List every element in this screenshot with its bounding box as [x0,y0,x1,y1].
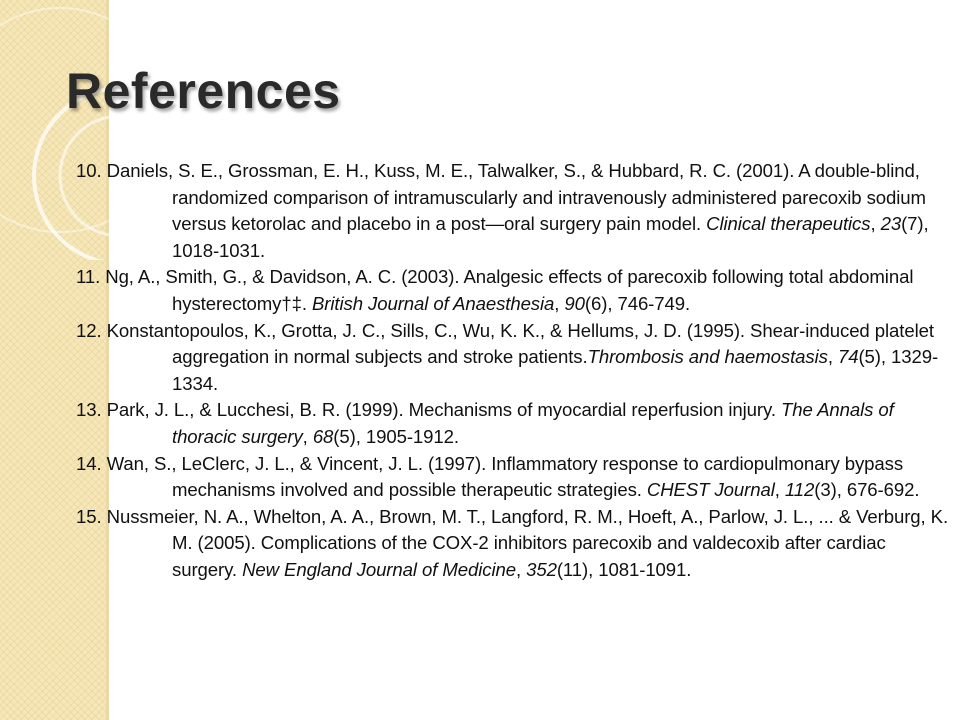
reference-separator: , [774,479,785,501]
reference-text: Wan, S., LeClerc, J. L., & Vincent, J. L. (1997). Inflammatory response to cardiopulmonary bypass mechanisms involved and possible therapeutic strategies. [101,452,904,501]
reference-source: CHEST Journal [646,479,775,501]
reference-source: Thrombosis and haemostasis [587,346,828,368]
reference-volume: 74 [837,346,859,368]
reference-number: 12. [76,319,102,341]
reference-source: The Annals of thoracic surgery [172,399,894,447]
reference-item-10 [76,158,952,264]
reference-pages: (6), 746-749. [584,292,691,314]
reference-number: 13. [76,399,102,421]
reference-item-12 [76,318,952,398]
reference-pages: (5), 1905-1912. [333,425,459,447]
reference-text: Park, J. L., & Lucchesi, B. R. (1999). Mechanisms of myocardial reperfusion injury. [101,399,781,421]
reference-pages: (11), 1081-1091. [556,558,692,580]
reference-volume: 112 [784,479,815,501]
reference-separator: , [302,425,313,447]
reference-volume: 352 [526,558,557,580]
reference-pages: (3), 676-692. [814,479,920,501]
reference-separator: , [554,292,565,314]
reference-separator: , [827,346,838,368]
reference-source: British Journal of Anaesthesia [311,292,555,314]
reference-number: 10. [76,160,102,181]
reference-volume: 68 [312,425,334,447]
reference-item-14 [76,451,952,504]
reference-text: Ng, A., Smith, G., & Davidson, A. C. (2003). Analgesic effects of parecoxib following total abdominal hysterectomy†‡. [100,266,914,314]
reference-number: 14. [76,452,102,474]
reference-pages: (7), 1018-1031. [172,213,929,261]
reference-item-15 [76,504,952,584]
reference-source: New England Journal of Medicine [242,558,516,580]
reference-source: Clinical therapeutics [706,213,871,235]
reference-list [76,158,952,584]
reference-number: 15. [76,505,102,527]
reference-volume: 23 [880,213,902,235]
reference-separator: , [515,558,527,580]
reference-volume: 90 [564,292,585,314]
reference-number: 11. [76,266,101,288]
reference-text: Konstantopoulos, K., Grotta, J. C., Sills, C., Wu, K. K., & Hellums, J. D. (1995). Shear-induced platelet aggregation in normal subjects and stroke patients. [101,319,934,368]
reference-item-11 [76,264,952,317]
reference-separator: , [870,213,881,235]
reference-text: Daniels, S. E., Grossman, E. H., Kuss, M. E., Talwalker, S., & Hubbard, R. C. (2001). A double-blind, randomized comparison of intramuscularly and intravenously administered parecoxib sodium versus ketorolac and placebo in a post—oral surgery pain model. [101,160,926,235]
reference-item-13 [76,397,952,450]
reference-pages: (5), 1329-1334. [172,346,939,394]
slide-title: References [66,63,341,119]
reference-text: Nussmeier, N. A., Whelton, A. A., Brown, M. T., Langford, R. M., Hoeft, A., Parlow, J. L., ... & Verburg, K. M. (2005). Complications of the COX-2 inhibitors parecoxib and valdecoxib after cardiac surgery. [101,505,949,580]
